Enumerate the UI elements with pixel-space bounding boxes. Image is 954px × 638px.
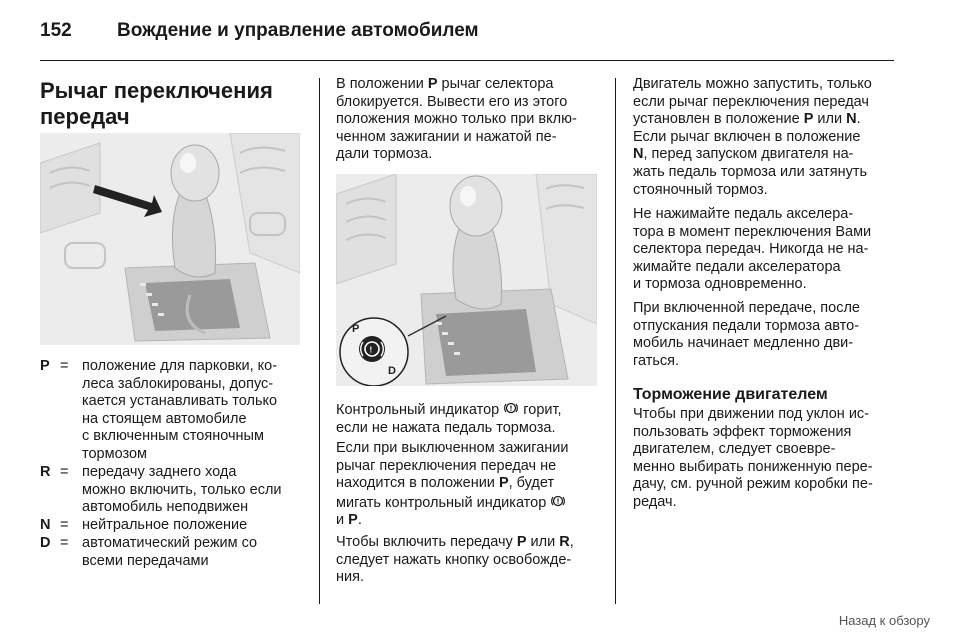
text-line: следует нажать кнопку освобожде- <box>336 551 572 568</box>
col3-paragraph-1 <box>633 76 903 199</box>
col3-paragraph-3 <box>633 300 903 370</box>
legend-line: можно включить, только если <box>82 481 282 498</box>
legend-equals: = <box>60 535 69 551</box>
text-line: блокируется. Вывести его из этого <box>336 93 568 110</box>
release-button-illustration <box>336 174 597 386</box>
text-run: Чтобы включить передачу <box>336 534 517 550</box>
release-button-illustration-svg <box>336 174 597 386</box>
engine-braking-heading: Торможение двигателем <box>633 386 828 403</box>
text-line: При включенной передаче, после <box>633 300 860 316</box>
gear-letter: N <box>633 146 644 163</box>
legend-description <box>82 358 310 464</box>
text-run: или <box>526 534 560 550</box>
gear-letter: P <box>348 512 358 529</box>
legend-key: R <box>40 464 51 480</box>
legend-line: автомобиль неподвижен <box>82 499 249 516</box>
legend-equals: = <box>60 358 69 374</box>
text-line: если рычаг переключения передач <box>633 93 869 110</box>
text-line: Если при выключенном зажигании <box>336 440 569 456</box>
text-line: пользовать эффект торможения <box>633 423 852 440</box>
column-divider-2 <box>615 78 616 604</box>
legend-line: передачу заднего хода <box>82 464 237 480</box>
page-header-title: Вождение и управление автомобилем <box>117 20 479 41</box>
legend-key: D <box>40 535 51 551</box>
legend-line: на стоящем автомобиле <box>82 410 247 427</box>
gear-lever-illustration <box>40 133 300 345</box>
text-line: селектора передач. Никогда не на- <box>633 241 869 258</box>
header-rule <box>40 60 894 61</box>
legend-line: леса заблокированы, допус- <box>82 375 274 392</box>
back-to-overview-link[interactable]: Назад к обзору <box>838 613 930 628</box>
section-title-line-2: передач <box>40 104 130 129</box>
text-line: если не нажата педаль тормоза. <box>336 419 556 436</box>
col2-paragraph-2 <box>336 400 606 437</box>
text-run: горит, <box>519 402 562 418</box>
gear-lever-illustration-svg <box>40 133 300 345</box>
legend-line: всеми передачами <box>82 552 209 569</box>
gear-letter: P <box>498 475 509 492</box>
text-line: жать педаль тормоза или затянуть <box>633 163 868 180</box>
text-line: положения можно только при вклю- <box>336 111 577 128</box>
legend-key: N <box>40 517 51 533</box>
text-line: мобиль начинает медленно дви- <box>633 335 854 352</box>
column-divider-1 <box>319 78 320 604</box>
text-line: Двигатель можно запустить, только <box>633 76 872 92</box>
text-run: находится в положении <box>336 475 499 492</box>
text-line: стояночный тормоз. <box>633 181 768 198</box>
col3-paragraph-2 <box>633 206 903 294</box>
text-run: или <box>813 111 847 128</box>
legend-description <box>82 517 310 535</box>
section-title <box>40 78 310 130</box>
text-line: дали тормоза. <box>336 146 433 163</box>
col2-paragraph-1 <box>336 76 606 164</box>
gear-letter: P <box>516 534 527 550</box>
brake-warning-icon <box>503 400 519 416</box>
legend-equals: = <box>60 464 69 480</box>
legend-line: положение для парковки, ко- <box>82 358 278 374</box>
text-line: тора в момент переключения Вами <box>633 223 872 240</box>
text-line: редач. <box>633 493 677 510</box>
text-run: . <box>357 512 362 529</box>
text-line: двигателем, следует своевре- <box>633 441 836 458</box>
brake-warning-icon <box>550 493 566 509</box>
text-line: ния. <box>336 569 364 586</box>
section-title-line-1: Рычаг переключения <box>40 78 273 103</box>
text-run: мигать контрольный индикатор <box>336 494 551 511</box>
text-line: и тормоза одновременно. <box>633 276 807 293</box>
col2-paragraph-3 <box>336 440 606 530</box>
text-run: В положении <box>336 76 428 92</box>
col3-paragraph-4 <box>633 406 903 512</box>
page-number: 152 <box>40 20 72 41</box>
legend-description <box>82 535 310 570</box>
text-run: рычаг селектора <box>437 76 554 92</box>
legend-line: нейтральное положение <box>82 517 248 533</box>
text-line: дачу, см. ручной режим коробки пе- <box>633 476 873 493</box>
text-line: рычаг переключения передач не <box>336 457 557 474</box>
text-line: Чтобы при движении под уклон ис- <box>633 406 870 422</box>
svg-text:P: P <box>352 323 360 335</box>
legend-key: P <box>40 358 50 374</box>
legend-line: с включенным стояночным <box>82 428 264 445</box>
gear-letter: N <box>846 111 857 128</box>
gear-letter: R <box>559 534 570 550</box>
text-run: Контрольный индикатор <box>336 402 504 418</box>
text-line: жимайте педали акселератора <box>633 258 841 275</box>
text-line: Не нажимайте педаль акселера- <box>633 206 854 222</box>
gear-letter: P <box>427 76 438 92</box>
legend-description <box>82 464 310 517</box>
text-line: гаться. <box>633 352 680 369</box>
text-run: , перед запуском двигателя на- <box>643 146 854 163</box>
legend-equals: = <box>60 517 69 533</box>
svg-text:D: D <box>388 365 396 377</box>
text-run: , будет <box>508 475 555 492</box>
text-run: установлен в положение <box>633 111 804 128</box>
gear-letter: P <box>803 111 814 128</box>
legend-line: автоматический режим со <box>82 535 258 551</box>
text-line: менно выбирать пониженную пере- <box>633 458 873 475</box>
text-line: отпускания педали тормоза авто- <box>633 317 860 334</box>
col2-paragraph-4 <box>336 534 606 587</box>
text-line: Если рычаг включен в положение <box>633 128 861 145</box>
legend-line: тормозом <box>82 445 147 462</box>
text-run: . <box>856 111 861 128</box>
text-line: ченном зажигании и нажатой пе- <box>336 128 557 145</box>
legend-line: кается устанавливать только <box>82 393 278 410</box>
text-run: и <box>336 512 349 529</box>
svg-text:!: ! <box>369 345 373 355</box>
text-run: , <box>569 534 574 550</box>
